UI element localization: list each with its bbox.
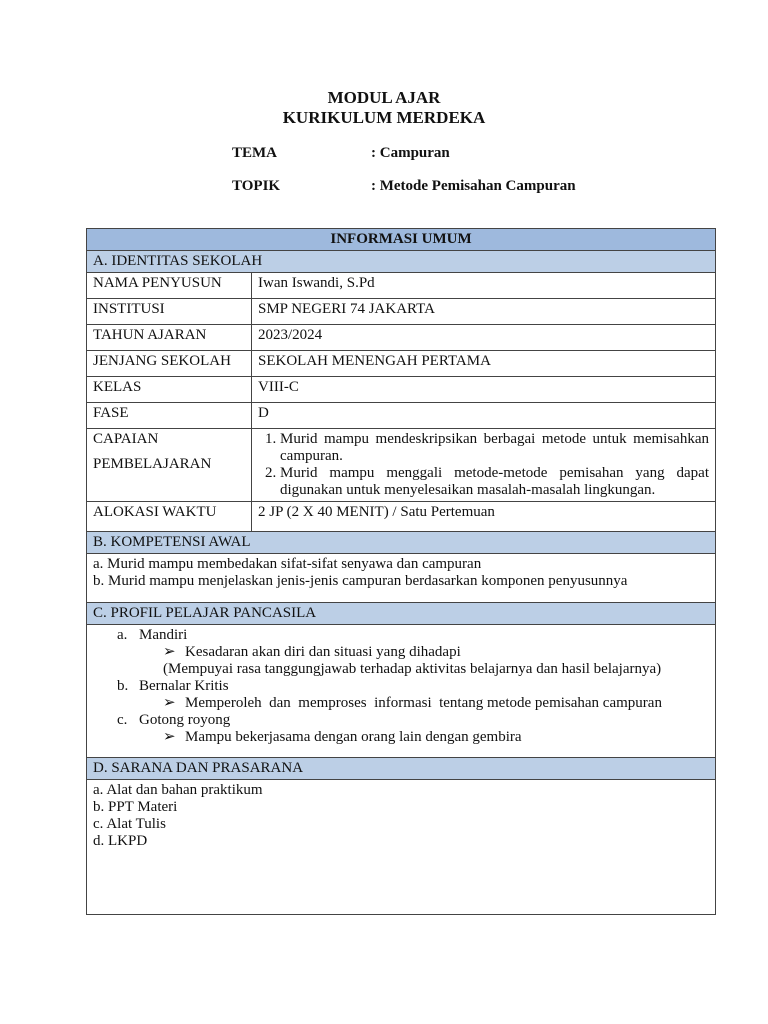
tahun-ajaran-label: TAHUN AJARAN [87,325,252,351]
list-item [117,678,709,695]
institusi-value: SMP NEGERI 74 JAKARTA [252,299,716,325]
list-marker: a. [117,627,128,643]
kelas-label: KELAS [87,377,252,403]
list-marker: c. [117,712,128,728]
profil-mandiri-note: (Mempuyai rasa tanggungjawab terhadap aktivitas belajarnya dan hasil belajarnya) [163,661,662,677]
list-item: b. PPT Materi [93,799,178,815]
table-row [87,554,716,603]
jenjang-sekolah-value: SEKOLAH MENENGAH PERTAMA [252,351,716,377]
capaian-value [252,429,716,502]
section-identitas-heading: A. IDENTITAS SEKOLAH [87,251,716,273]
table-row [87,377,716,403]
list-item: c. Alat Tulis [93,816,166,832]
section-profil-heading: C. PROFIL PELAJAR PANCASILA [87,603,716,625]
table-row [87,299,716,325]
section-d-row [87,758,716,780]
tema-label: TEMA [232,145,277,161]
table-row [87,273,716,299]
profil-bernalar: Bernalar Kritis [139,678,229,694]
fase-value: D [252,403,716,429]
profil-bernalar-detail: Memperoleh dan memproses informasi tentang metode pemisahan campuran [185,695,662,711]
list-item: 2. Murid mampu menggali metode-metode pemisahan yang dapat digunakan untuk menyelesaikan masalah-masalah lingkungan. [280,465,709,499]
capaian-label [87,429,252,502]
arrow-bullet-icon: ➢ [163,644,176,660]
list-item [117,644,709,661]
kompetensi-awal-list [87,554,716,603]
table-row [87,351,716,377]
table-row [87,403,716,429]
capaian-label-line1: CAPAIAN [93,431,159,447]
list-item [117,695,709,712]
document-subtitle: KURIKULUM MERDEKA [282,108,486,127]
list-item [117,712,709,729]
institusi-label: INSTITUSI [87,299,252,325]
info-umum-header: INFORMASI UMUM [87,229,716,251]
section-sarana-heading: D. SARANA DAN PRASARANA [87,758,716,780]
nama-penyusun-value: Iwan Iswandi, S.Pd [252,273,716,299]
jenjang-sekolah-label: JENJANG SEKOLAH [87,351,252,377]
arrow-bullet-icon: ➢ [163,729,176,745]
table-row [87,325,716,351]
table-row [87,502,716,532]
info-umum-header-row [87,229,716,251]
section-b-row [87,532,716,554]
list-marker: b. [117,678,129,694]
alokasi-waktu-label: ALOKASI WAKTU [87,502,252,532]
fase-label: FASE [87,403,252,429]
tema-value: : Campuran [371,145,450,161]
profil-pelajar-list [87,625,716,758]
informasi-umum-table [86,228,716,915]
capaian-list [258,431,709,499]
list-item: a. Alat dan bahan praktikum [93,782,263,798]
list-item: d. LKPD [93,833,148,849]
alokasi-waktu-value: 2 JP (2 X 40 MENIT) / Satu Pertemuan [252,502,716,532]
list-item: b. Murid mampu menjelaskan jenis-jenis campuran berdasarkan komponen penyusunnya [93,573,628,589]
sarana-list [87,780,716,915]
table-row [87,625,716,758]
list-item [117,627,709,644]
document-title: MODUL AJAR [327,88,441,107]
list-item: a. Murid mampu membedakan sifat-sifat senyawa dan campuran [93,556,482,572]
section-kompetensi-heading: B. KOMPETENSI AWAL [87,532,716,554]
list-item [117,729,709,746]
section-c-row [87,603,716,625]
profil-mandiri: Mandiri [139,627,188,643]
section-a-row [87,251,716,273]
table-row [87,429,716,502]
topik-label: TOPIK [232,178,281,194]
list-item: 1. Murid mampu mendeskripsikan berbagai metode untuk memisahkan campuran. [280,431,709,465]
table-row [87,780,716,915]
kelas-value: VIII-C [252,377,716,403]
tahun-ajaran-value: 2023/2024 [252,325,716,351]
topik-value: : Metode Pemisahan Campuran [371,178,576,194]
arrow-bullet-icon: ➢ [163,695,176,711]
profil-mandiri-detail: Kesadaran akan diri dan situasi yang dihadapi [185,644,461,660]
nama-penyusun-label: NAMA PENYUSUN [87,273,252,299]
profil-gotong-royong-detail: Mampu bekerjasama dengan orang lain dengan gembira [185,729,522,745]
profil-gotong-royong: Gotong royong [139,712,231,728]
capaian-label-line2: PEMBELAJARAN [93,456,212,472]
